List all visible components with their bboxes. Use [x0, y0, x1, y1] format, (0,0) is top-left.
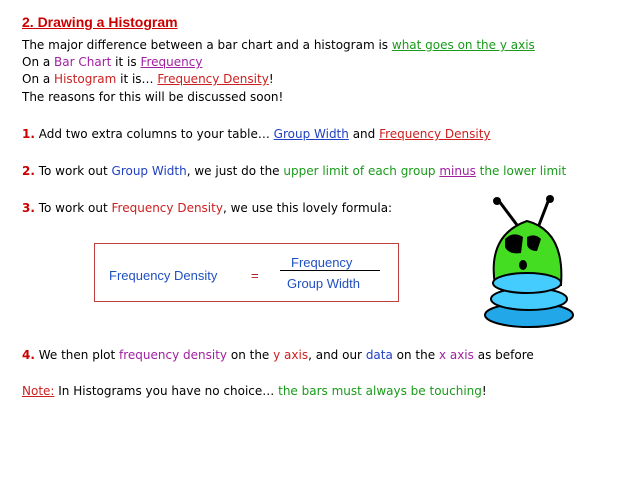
step-text: on the	[227, 348, 274, 362]
upper-limit-term: upper limit of each group	[283, 164, 440, 178]
minus-term: minus	[439, 164, 476, 178]
frequency-density-term: Frequency Density	[111, 201, 223, 215]
step-text: Add two extra columns to your table…	[34, 127, 274, 141]
formula-label: Frequency Density	[109, 268, 218, 283]
note-label: Note:	[22, 384, 55, 398]
intro-text: it is	[111, 55, 141, 69]
alien-illustration	[477, 195, 587, 335]
formula-numerator: Frequency	[291, 255, 353, 270]
frequency-density-term: Frequency Density	[157, 72, 269, 86]
step-4	[22, 347, 534, 363]
formula-box	[94, 243, 399, 302]
step-number: 2.	[22, 164, 35, 178]
intro-line-3	[22, 71, 274, 87]
step-text: To work out	[34, 164, 112, 178]
intro-line-2	[22, 54, 202, 70]
intro-line-1	[22, 37, 535, 53]
intro-line-4: The reasons for this will be discussed soon!	[22, 90, 284, 104]
step-text: We then plot	[34, 348, 120, 362]
fraction-bar	[280, 270, 380, 271]
step-number: 4.	[22, 348, 35, 362]
touching-term: the bars must always be touching	[278, 384, 482, 398]
x-axis-term: x axis	[438, 348, 474, 362]
frequency-density-term: frequency density	[119, 348, 228, 362]
intro-text: On a	[22, 55, 55, 69]
highlight-y-axis: what goes on the y axis	[391, 38, 535, 52]
intro-text: The major difference between a bar chart and a histogram is	[22, 38, 392, 52]
data-term: data	[365, 348, 393, 362]
intro-text: it is…	[116, 72, 158, 86]
frequency-density-term: Frequency Density	[379, 127, 491, 141]
step-text: as before	[473, 348, 534, 362]
step-text: , and our	[308, 348, 366, 362]
formula-equals: =	[251, 268, 259, 283]
lower-limit-term: the lower limit	[475, 164, 567, 178]
group-width-term: Group Width	[111, 164, 187, 178]
note-text: In Histograms you have no choice…	[54, 384, 279, 398]
step-text: To work out	[34, 201, 112, 215]
step-3	[22, 200, 392, 216]
step-text: on the	[392, 348, 439, 362]
frequency-term: Frequency	[140, 55, 203, 69]
step-2	[22, 163, 566, 179]
step-number: 3.	[22, 201, 35, 215]
step-text: , we just do the	[186, 164, 284, 178]
step-text: and	[348, 127, 380, 141]
step-number: 1.	[22, 127, 35, 141]
formula-denominator: Group Width	[287, 276, 360, 291]
intro-text: On a	[22, 72, 55, 86]
step-text: , we use this lovely formula:	[222, 201, 393, 215]
note-text: !	[481, 384, 487, 398]
intro-text: !	[268, 72, 274, 86]
histogram-term: Histogram	[54, 72, 117, 86]
y-axis-term: y axis	[273, 348, 309, 362]
bar-chart-term: Bar Chart	[54, 55, 112, 69]
note-line	[22, 383, 487, 399]
step-1	[22, 126, 491, 142]
group-width-term: Group Width	[273, 127, 349, 141]
page-title: 2. Drawing a Histogram	[22, 14, 178, 30]
